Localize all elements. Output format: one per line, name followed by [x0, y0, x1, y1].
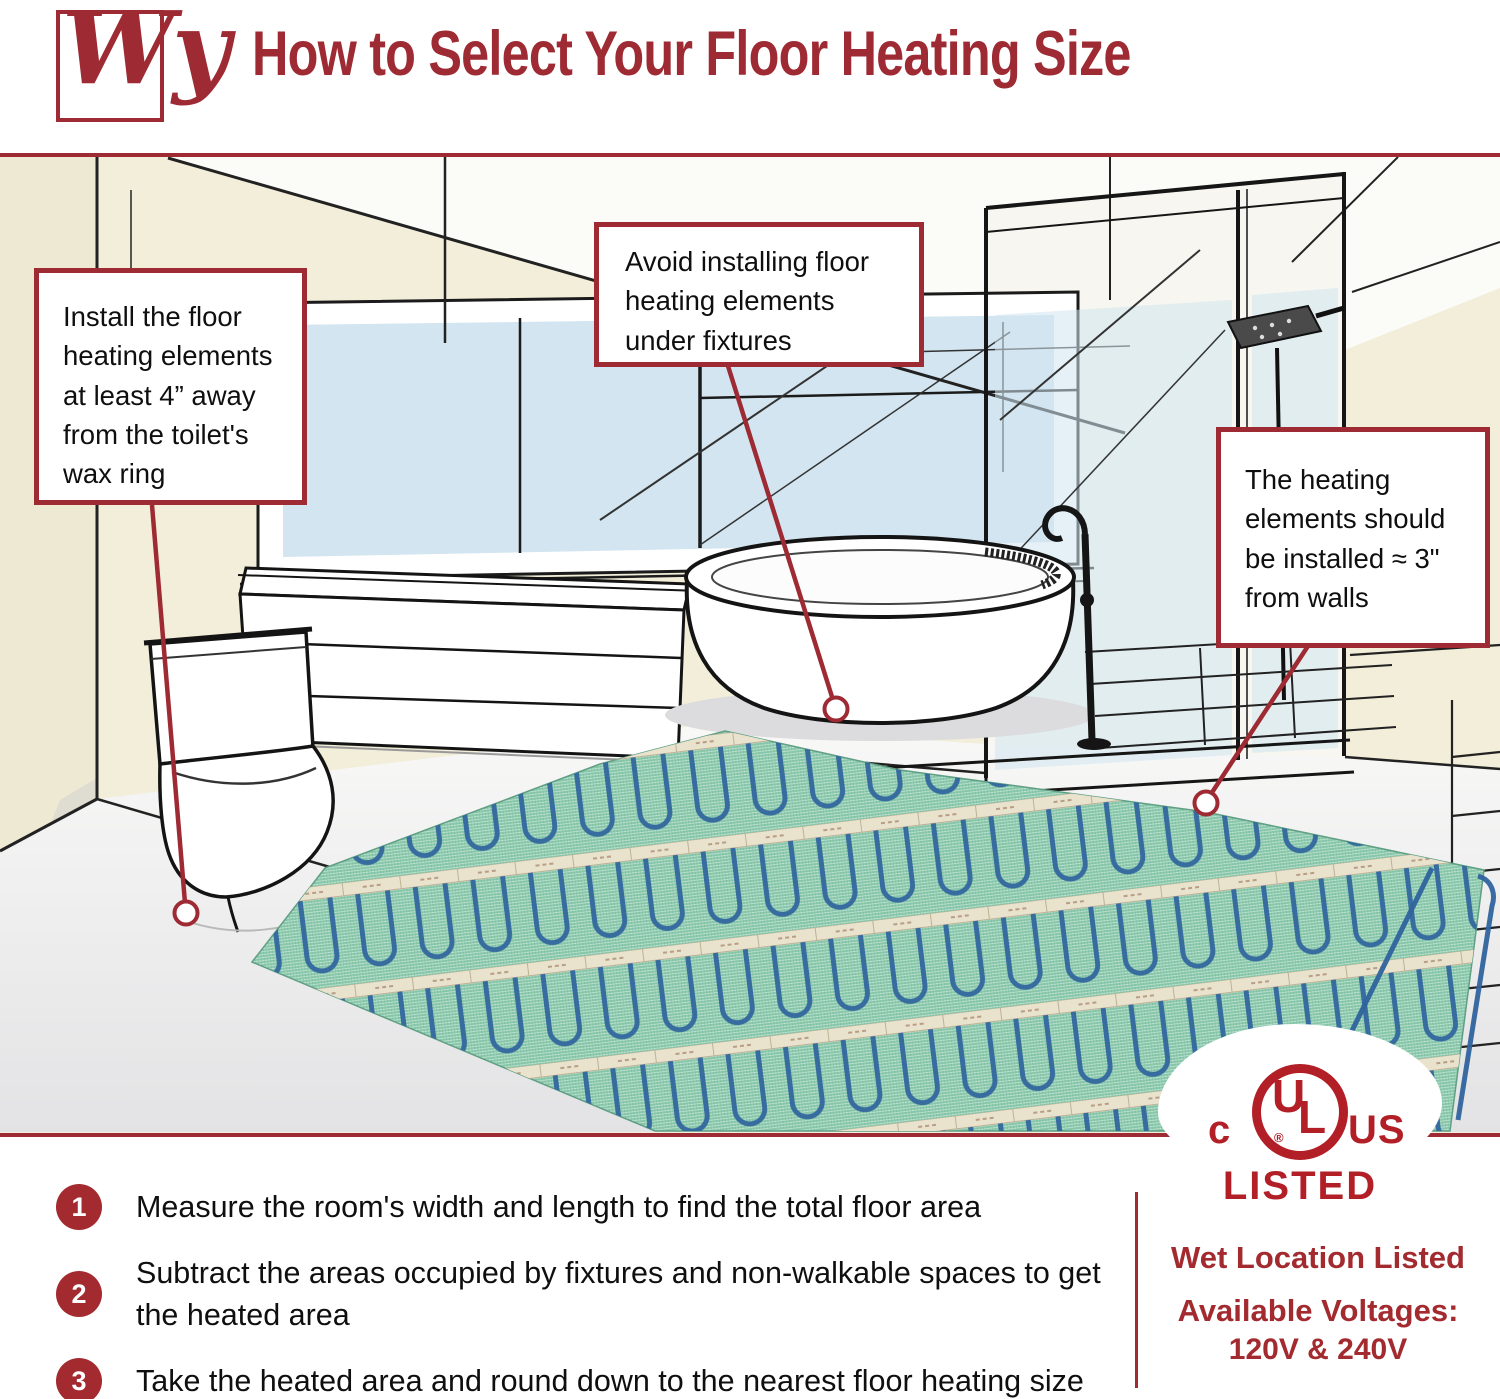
ul-letter-u: U	[1272, 1070, 1306, 1122]
ul-logo-icon	[1252, 1064, 1348, 1160]
step-1-text: Measure the room's width and length to find the total floor area	[136, 1189, 982, 1224]
brand-logo	[56, 0, 231, 122]
callout-toilet-clearance: Install the floor heating elements at least 4” away from the toilet's wax ring	[34, 268, 307, 505]
ul-listed-label: LISTED	[1222, 1164, 1378, 1208]
registered-trademark-icon: ®	[1274, 1130, 1284, 1145]
page-title: How to Select Your Floor Heating Size	[252, 19, 1131, 89]
callout-avoid-fixtures: Avoid installing floor heating elements under fixtures	[594, 222, 924, 367]
step-1	[56, 1184, 1128, 1230]
leader-dot-tub	[825, 698, 848, 721]
callout-wall-clearance: The heating elements should be installed ≈ 3" from walls	[1216, 427, 1490, 648]
ul-letter-l: L	[1298, 1091, 1327, 1143]
step-3-text: Take the heated area and round down to the nearest floor heating size	[136, 1364, 1084, 1399]
instructions-list	[56, 1184, 1128, 1399]
bathtub	[665, 537, 1095, 741]
step-3	[56, 1358, 1128, 1399]
voltages-label: Available Voltages:	[1177, 1293, 1459, 1328]
ul-certification-badge	[1150, 1020, 1450, 1220]
step-1-number: 1	[56, 1184, 102, 1230]
step-2	[56, 1252, 1128, 1336]
step-2-text: Subtract the areas occupied by fixtures and non-walkable spaces to get the heated area	[136, 1256, 1101, 1333]
ul-canada-mark: c	[1208, 1108, 1231, 1152]
ul-us-mark: US	[1348, 1108, 1406, 1152]
vertical-divider	[1135, 1192, 1138, 1388]
leader-dot-toilet	[175, 902, 198, 925]
step-3-number: 3	[56, 1358, 102, 1399]
leader-dot-wall	[1195, 792, 1218, 815]
voltages-value: 120V & 240V	[1228, 1333, 1408, 1366]
step-2-number: 2	[56, 1271, 102, 1317]
wet-location-label: Wet Location Listed	[1171, 1240, 1465, 1275]
listing-info	[1141, 1240, 1495, 1367]
brand-logo-text: Wy	[62, 0, 231, 107]
